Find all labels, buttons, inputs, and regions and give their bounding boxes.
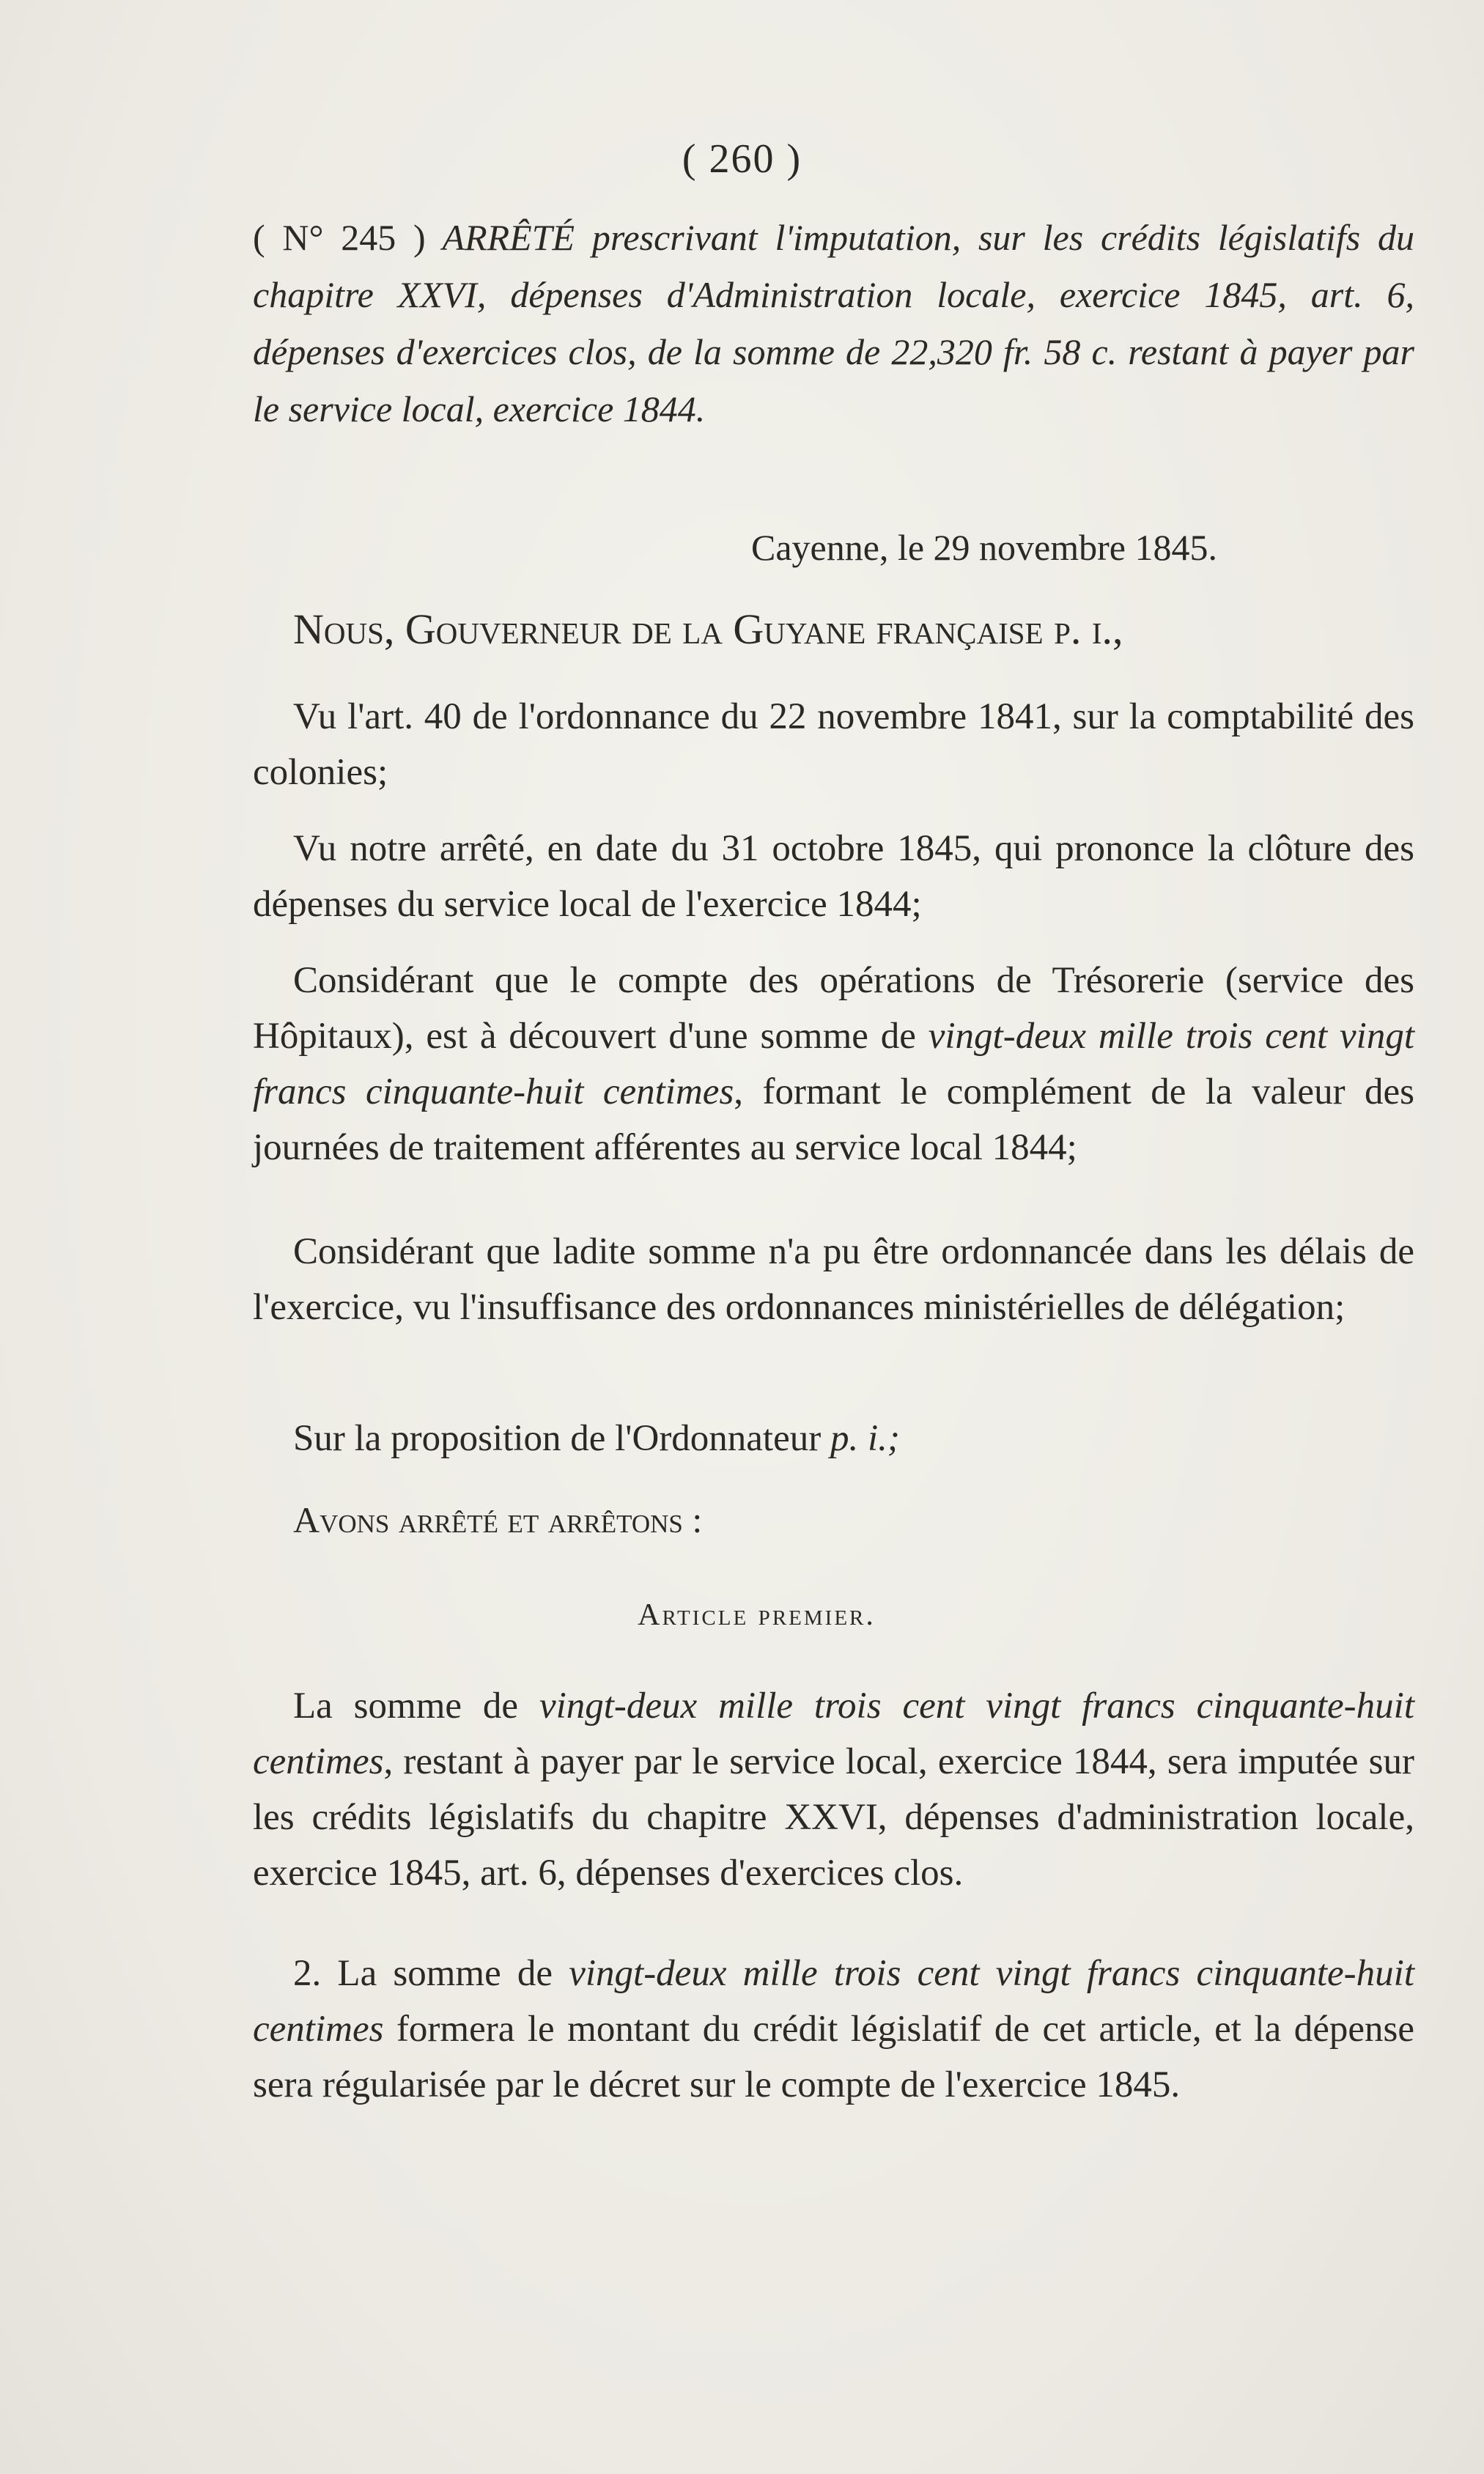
article-1-end: , restant à payer par le service local, exercice 1844, sera imputée sur les crédits législatifs du chapitre XXVI, dépenses d'administration locale, exercice 1845, art. 6, dépenses d'exercices clos.	[253, 1741, 1414, 1894]
sur-paragraph	[253, 1411, 1414, 1466]
decree-heading	[253, 209, 1414, 437]
decree-number: ( N° 245 )	[253, 217, 426, 258]
vu-text-1: Vu l'art. 40 de l'ordonnance du 22 novembre 1841, sur la comptabilité des colonies;	[253, 696, 1414, 793]
avons-arrete: Avons arrêté et arrêtons :	[293, 1499, 703, 1540]
considerant-1-end: , formant le complément de la valeur des journées de traitement afférentes au service local 1844;	[253, 1071, 1415, 1168]
article-1	[253, 1678, 1414, 1901]
article-2-start: 2. La somme de	[293, 1953, 569, 1994]
considerant-text-2: Considérant que ladite somme n'a pu être ordonnancée dans les délais de l'exercice, vu l'insuffisance des ordonnances ministérielles de délégation;	[253, 1231, 1414, 1328]
page-number: ( 260 )	[682, 136, 802, 182]
sur-text: Sur la proposition de l'Ordonnateur	[293, 1418, 830, 1459]
vu-paragraph-1	[253, 689, 1414, 800]
article-2-end: formera le montant du crédit législatif de cet article, et la dépense sera régularisée par le décret sur le compte de l'exercice 1845.	[253, 2009, 1414, 2105]
considerant-paragraph-1	[253, 953, 1414, 1175]
decree-title: ARRÊTÉ prescrivant l'imputation, sur les crédits législatifs du chapitre XXVI, dépenses d'Administration locale, exercice 1845, art. 6, dépenses d'exercices clos, de la somme de 22,320 fr. 58 c. restant à payer par le service local, exercice 1844.	[253, 217, 1415, 429]
vu-paragraph-2	[253, 821, 1414, 932]
preamble: Nous, Gouverneur de la Guyane française p. i.,	[293, 605, 1123, 653]
considerant-1-start: Considérant que le compte des opérations de Trésorerie (service des Hôpitaux), est à découvert d'une somme de	[253, 960, 1414, 1057]
article-2-amount: vingt-deux mille trois cent vingt francs cinquante-huit centimes	[253, 1953, 1414, 2050]
sur-italic: p. i.;	[830, 1418, 900, 1459]
article-1-start: La somme de	[293, 1685, 539, 1727]
dateline: Cayenne, le 29 novembre 1845.	[751, 527, 1217, 568]
considerant-1-amount: vingt-deux mille trois cent vingt francs cinquante-huit centimes	[253, 1016, 1414, 1112]
article-title: Article premier.	[638, 1598, 876, 1632]
considerant-paragraph-2	[253, 1224, 1414, 1335]
article-1-amount: vingt-deux mille trois cent vingt francs cinquante-huit centimes	[253, 1685, 1414, 1782]
vu-text-2: Vu notre arrêté, en date du 31 octobre 1845, qui prononce la clôture des dépenses du service local de l'exercice 1844;	[253, 828, 1414, 925]
article-2	[253, 1946, 1414, 2113]
